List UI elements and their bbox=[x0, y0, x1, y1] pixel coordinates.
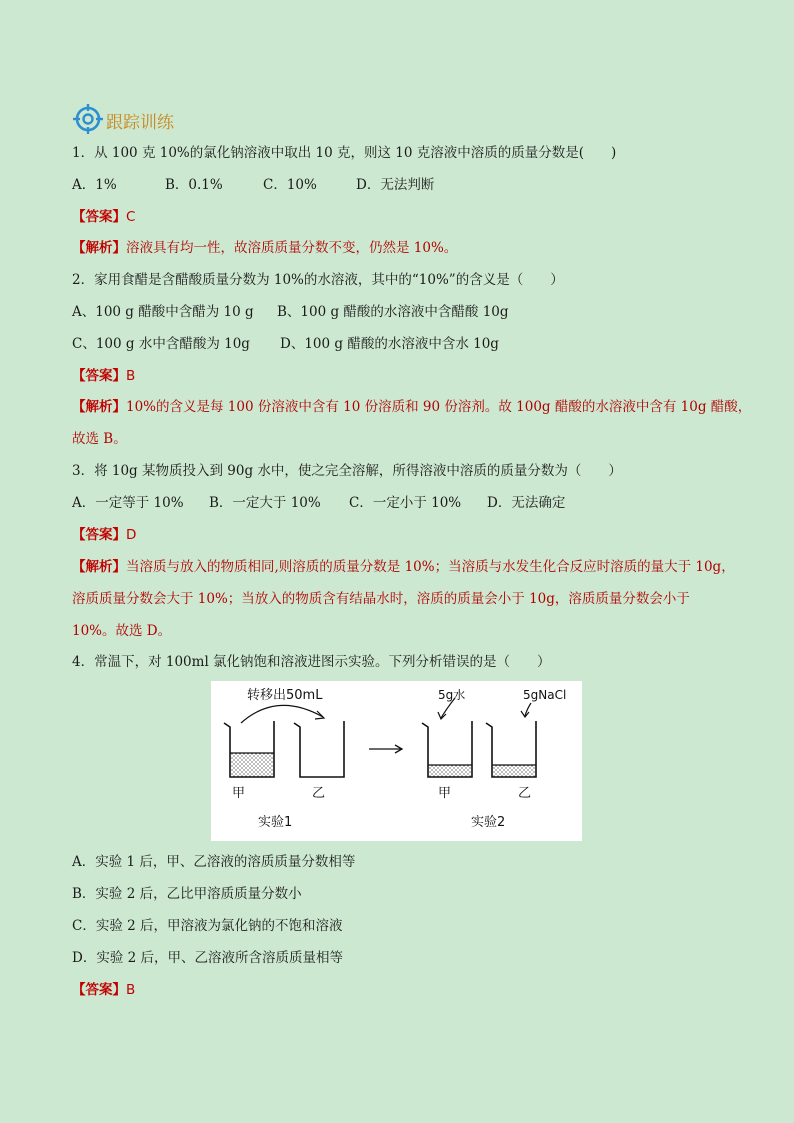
beaker-b-label-exp1: 乙 bbox=[312, 786, 326, 801]
q1-options bbox=[72, 175, 732, 195]
q3-explanation-text-1: 当溶质与放入的物质相同,则溶质的质量分数是 10%；当溶质与水发生化合反应时溶质的量大于 10g， bbox=[126, 559, 735, 575]
q4-answer bbox=[72, 980, 732, 1000]
q2-explanation-text-2: 故选 B。 bbox=[72, 431, 127, 447]
q3-option-b: B．一定大于 10% bbox=[209, 495, 321, 511]
beaker-b-exp1 bbox=[294, 721, 344, 777]
section-title: 跟踪训练 bbox=[106, 113, 174, 133]
q3-option-c: C．一定小于 10% bbox=[349, 495, 462, 511]
salt-label: 5gNaCl bbox=[523, 688, 567, 702]
target-icon bbox=[72, 103, 104, 135]
q2-option-c: C、100 g 水中含醋酸为 10g bbox=[72, 336, 250, 352]
q4-option-a: A．实验 1 后，甲、乙溶液的溶质质量分数相等 bbox=[72, 854, 356, 870]
q1-answer-value: C bbox=[126, 209, 136, 225]
q2-explanation bbox=[72, 397, 752, 417]
q2-answer-value: B bbox=[126, 368, 136, 384]
q2-option-a: A、100 g 醋酸中含醋为 10 g bbox=[72, 304, 254, 320]
beaker-a-exp1 bbox=[224, 721, 274, 777]
q4-option-d: D．实验 2 后，甲、乙溶液所含溶质质量相等 bbox=[72, 950, 343, 966]
answer-label: 【答案】 bbox=[72, 982, 126, 998]
answer-label: 【答案】 bbox=[72, 368, 126, 384]
beaker-a-exp2 bbox=[422, 721, 472, 777]
q1-option-b: B．0.1% bbox=[165, 177, 223, 193]
q3-explanation-text-2: 溶质质量分数会大于 10%；当放入的物质含有结晶水时，溶质的质量会小于 10g，溶质质量分数会小于 bbox=[72, 591, 690, 607]
q1-option-d: D．无法判断 bbox=[356, 177, 435, 193]
q1-option-c: C．10% bbox=[263, 177, 317, 193]
beaker-b-exp2 bbox=[486, 721, 536, 777]
q3-option-d: D．无法确定 bbox=[487, 495, 566, 511]
transfer-label: 转移出50mL bbox=[247, 688, 323, 703]
q4-stem: 4．常温下，对 100ml 氯化钠饱和溶液进图示实验。下列分析错误的是（ ） bbox=[72, 654, 551, 670]
q3-option-a: A．一定等于 10% bbox=[72, 495, 184, 511]
transfer-arrow bbox=[241, 705, 323, 723]
beaker-a-label-exp2: 甲 bbox=[438, 786, 452, 801]
q1-explanation-text: 溶液具有均一性，故溶质质量分数不变，仍然是 10%。 bbox=[126, 240, 458, 256]
q2-option-d: D、100 g 醋酸的水溶液中含水 10g bbox=[280, 336, 499, 352]
q3-explanation bbox=[72, 557, 735, 577]
process-arrow bbox=[369, 745, 402, 753]
beaker-a-label-exp1: 甲 bbox=[232, 786, 246, 801]
q3-stem: 3．将 10g 某物质投入到 90g 水中，使之完全溶解，所得溶液中溶质的质量分数为（ ） bbox=[72, 463, 622, 479]
explanation-label: 【解析】 bbox=[72, 559, 126, 575]
beaker-b-label-exp2: 乙 bbox=[518, 786, 532, 801]
experiment-1-label: 实验1 bbox=[258, 815, 293, 830]
q2-options-row2 bbox=[72, 334, 732, 354]
q3-answer bbox=[72, 525, 732, 545]
q4-option-c: C．实验 2 后，甲溶液为氯化钠的不饱和溶液 bbox=[72, 918, 343, 934]
q2-options-row1 bbox=[72, 302, 732, 322]
q4-answer-value: B bbox=[126, 982, 136, 998]
q1-explanation bbox=[72, 238, 732, 258]
water-label: 5g水 bbox=[438, 688, 466, 702]
experiment-2-label: 实验2 bbox=[471, 815, 506, 830]
q4-option-b: B．实验 2 后，乙比甲溶质质量分数小 bbox=[72, 886, 302, 902]
q1-stem: 1．从 100 克 10%的氯化钠溶液中取出 10 克，则这 10 克溶液中溶质的质量分数是( ) bbox=[72, 145, 617, 161]
answer-label: 【答案】 bbox=[72, 209, 126, 225]
q3-answer-value: D bbox=[126, 527, 137, 543]
explanation-label: 【解析】 bbox=[72, 240, 126, 256]
q1-option-a: A．1% bbox=[72, 177, 117, 193]
section-header bbox=[72, 95, 174, 135]
answer-label: 【答案】 bbox=[72, 527, 126, 543]
q2-answer bbox=[72, 366, 732, 386]
explanation-label: 【解析】 bbox=[72, 399, 126, 415]
q3-options bbox=[72, 493, 732, 513]
q2-option-b: B、100 g 醋酸的水溶液中含醋酸 10g bbox=[277, 304, 509, 320]
q2-stem: 2．家用食醋是含醋酸质量分数为 10%的水溶液，其中的“10%”的含义是（ ） bbox=[72, 272, 564, 288]
q1-answer bbox=[72, 207, 732, 227]
q2-explanation-text-1: 10%的含义是每 100 份溶液中含有 10 份溶质和 90 份溶剂。故 100g 醋酸的水溶液中含有 10g 醋酸， bbox=[126, 399, 752, 415]
q3-explanation-text-3: 10%。故选 D。 bbox=[72, 623, 172, 639]
experiment-figure bbox=[211, 681, 582, 841]
